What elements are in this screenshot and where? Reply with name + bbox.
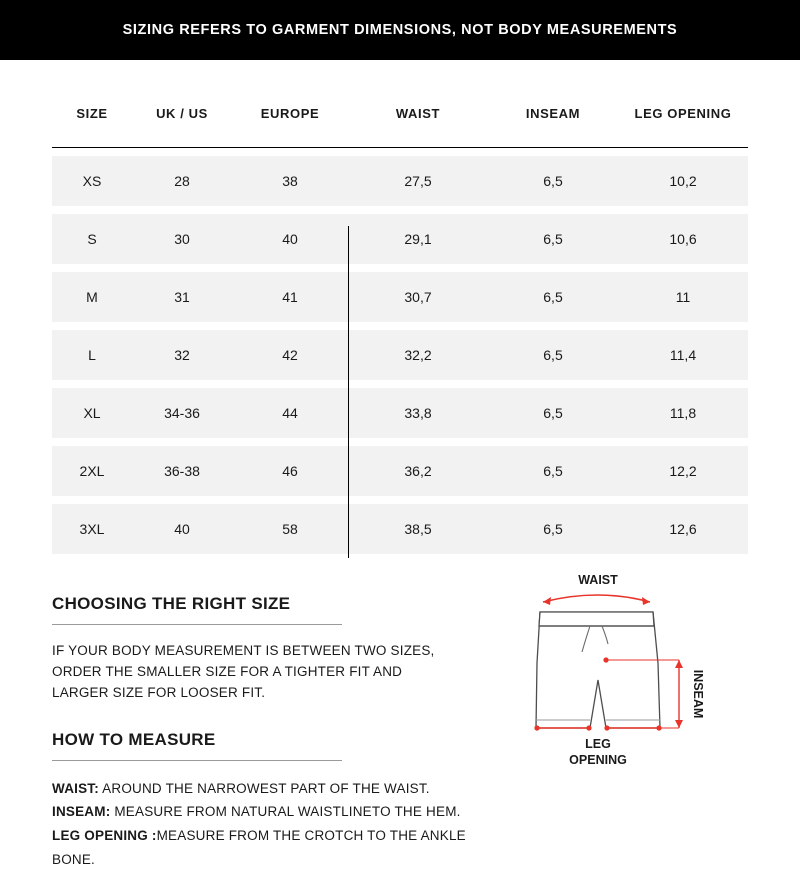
table-vertical-divider <box>348 226 349 558</box>
cell-size: 2XL <box>52 446 132 496</box>
cell-ukus: 30 <box>132 214 232 264</box>
choosing-line-1: IF YOUR BODY MEASUREMENT IS BETWEEN TWO SIZES, <box>52 643 435 658</box>
cell-inseam: 6,5 <box>488 388 618 438</box>
column-header-size: SIZE <box>76 106 108 121</box>
column-header-leg-opening: LEG OPENING <box>634 106 732 121</box>
cell-leg-opening: 11,4 <box>618 330 748 380</box>
size-table-section <box>0 88 800 554</box>
cell-inseam: 6,5 <box>488 330 618 380</box>
table-spacer <box>52 322 748 330</box>
size-table <box>52 88 748 554</box>
cell-size: XS <box>52 156 132 206</box>
cell-europe: 40 <box>232 214 348 264</box>
cell-leg-opening: 12,6 <box>618 504 748 554</box>
cell-europe: 42 <box>232 330 348 380</box>
cell-waist: 29,1 <box>348 214 488 264</box>
choosing-size-title: CHOOSING THE RIGHT SIZE <box>52 594 291 613</box>
table-spacer <box>52 438 748 446</box>
table-row <box>52 214 748 264</box>
cell-leg-opening: 10,6 <box>618 214 748 264</box>
shorts-shape <box>536 612 660 728</box>
cell-inseam: 6,5 <box>488 214 618 264</box>
cell-inseam: 6,5 <box>488 446 618 496</box>
cell-inseam: 6,5 <box>488 504 618 554</box>
cell-europe: 38 <box>232 156 348 206</box>
cell-waist: 27,5 <box>348 156 488 206</box>
cell-ukus: 40 <box>132 504 232 554</box>
table-spacer <box>52 380 748 388</box>
list-item <box>52 800 472 824</box>
cell-ukus: 32 <box>132 330 232 380</box>
cell-europe: 44 <box>232 388 348 438</box>
choosing-line-2: ORDER THE SMALLER SIZE FOR A TIGHTER FIT AND <box>52 663 403 679</box>
instructions-column <box>52 594 472 871</box>
diagram-label-waist: WAIST <box>578 573 618 587</box>
cell-size: S <box>52 214 132 264</box>
measure-text-waist: AROUND THE NARROWEST PART OF THE WAIST. <box>98 780 430 796</box>
column-header-ukus: UK / US <box>156 106 208 121</box>
cell-ukus: 31 <box>132 272 232 322</box>
how-to-measure-title: HOW TO MEASURE <box>52 729 216 749</box>
cell-waist: 38,5 <box>348 504 488 554</box>
shorts-diagram-svg <box>498 568 748 778</box>
diagram-label-leg-opening-line1: LEG <box>585 737 611 751</box>
table-row <box>52 330 748 380</box>
column-header-waist: WAIST <box>395 106 441 121</box>
table-row <box>52 504 748 554</box>
list-item <box>52 777 472 801</box>
cell-leg-opening: 10,2 <box>618 156 748 206</box>
cell-waist: 32,2 <box>348 330 488 380</box>
cell-ukus: 28 <box>132 156 232 206</box>
table-spacer <box>52 206 748 214</box>
table-spacer <box>52 264 748 272</box>
table-row <box>52 388 748 438</box>
cell-inseam: 6,5 <box>488 272 618 322</box>
measure-label-leg-opening: LEG OPENING : <box>52 828 157 844</box>
shorts-measurement-diagram <box>498 568 748 871</box>
cell-leg-opening: 11 <box>618 272 748 322</box>
measure-text-inseam: MEASURE FROM NATURAL WAISTLINETO THE HEM. <box>110 804 461 820</box>
cell-europe: 46 <box>232 446 348 496</box>
cell-size: XL <box>52 388 132 438</box>
inseam-arrow-bottom-head <box>675 720 683 728</box>
table-row <box>52 156 748 206</box>
waistband <box>539 612 654 626</box>
measure-label-waist: WAIST: <box>52 780 99 796</box>
cell-ukus: 36-38 <box>132 446 232 496</box>
header-banner <box>0 0 800 60</box>
inseam-arrow-top-head <box>675 660 683 668</box>
cell-waist: 30,7 <box>348 272 488 322</box>
cell-europe: 58 <box>232 504 348 554</box>
measure-instructions-list <box>52 777 472 872</box>
lower-section <box>0 554 800 871</box>
table-spacer <box>52 148 748 157</box>
cell-europe: 41 <box>232 272 348 322</box>
cell-size: 3XL <box>52 504 132 554</box>
table-header-row <box>52 88 748 148</box>
diagram-label-inseam: INSEAM <box>691 669 705 719</box>
table-spacer <box>52 496 748 504</box>
measure-label-inseam: INSEAM: <box>52 804 111 820</box>
column-header-inseam: INSEAM <box>525 106 581 121</box>
diagram-label-leg-opening-line2: OPENING <box>569 753 627 767</box>
title-divider <box>52 624 342 625</box>
cell-leg-opening: 12,2 <box>618 446 748 496</box>
list-item <box>52 824 472 871</box>
cell-size: L <box>52 330 132 380</box>
cell-ukus: 34-36 <box>132 388 232 438</box>
cell-size: M <box>52 272 132 322</box>
column-header-europe: EUROPE <box>260 106 320 121</box>
shorts-outline <box>536 612 660 728</box>
waist-arrow-arc <box>543 595 650 602</box>
table-row <box>52 272 748 322</box>
measure-text-leg-opening: MEASURE FROM THE CROTCH TO THE ANKLE BONE. <box>52 828 466 867</box>
choosing-size-text <box>52 641 472 704</box>
cell-inseam: 6,5 <box>488 156 618 206</box>
choosing-line-3: LARGER SIZE FOR LOOSER FIT. <box>52 684 266 700</box>
title-divider <box>52 760 342 761</box>
table-row <box>52 446 748 496</box>
cell-waist: 33,8 <box>348 388 488 438</box>
cell-leg-opening: 11,8 <box>618 388 748 438</box>
cell-waist: 36,2 <box>348 446 488 496</box>
banner-text: SIZING REFERS TO GARMENT DIMENSIONS, NOT BODY MEASUREMENTS <box>122 22 678 38</box>
inseam-point-crotch <box>603 657 608 662</box>
